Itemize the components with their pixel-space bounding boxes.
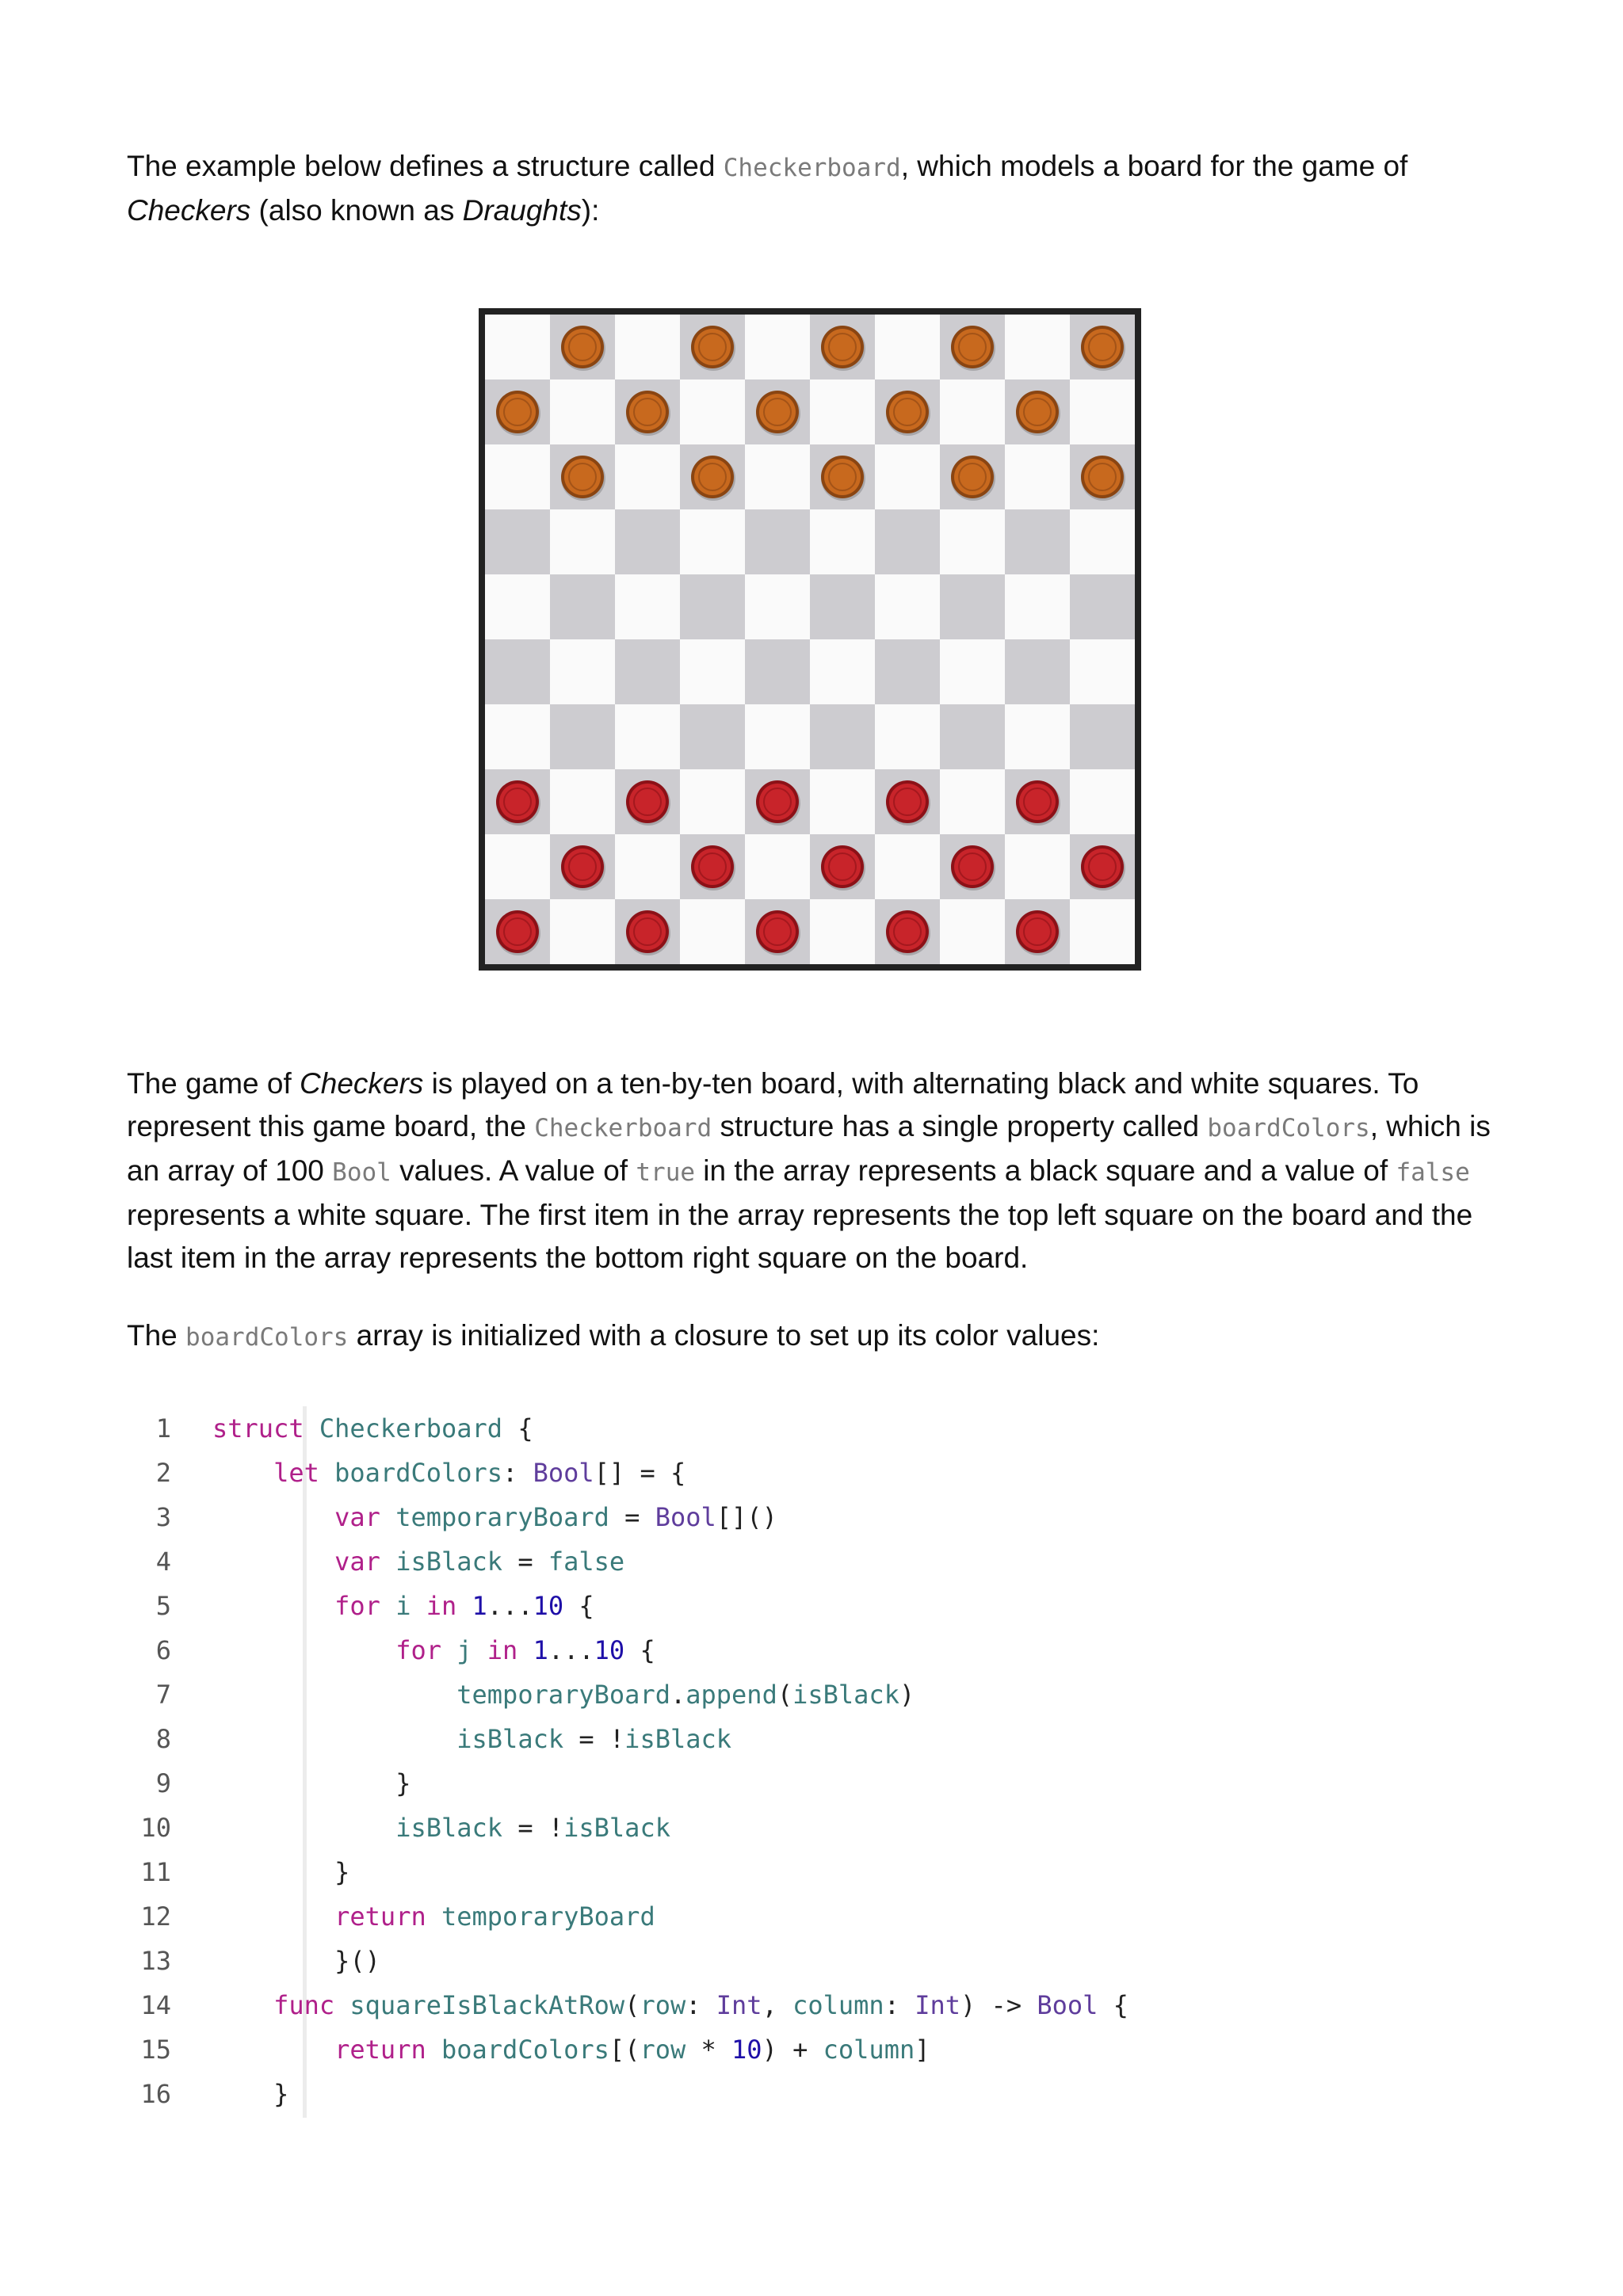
dark-square bbox=[485, 639, 550, 704]
light-square bbox=[1005, 574, 1070, 639]
light-square bbox=[745, 704, 810, 769]
intro-paragraph bbox=[127, 145, 1522, 232]
dark-square bbox=[875, 639, 940, 704]
light-square bbox=[940, 379, 1005, 444]
checkerboard-graphic bbox=[485, 315, 1135, 964]
intro-text: The example below defines a structure called bbox=[127, 150, 724, 182]
light-square bbox=[615, 704, 680, 769]
description-text: represents a white square. The first item in the array represents the top left square on the board and the last item in the array represents the bottom right square on the board. bbox=[127, 1199, 1473, 1274]
light-square bbox=[1070, 639, 1135, 704]
light-square bbox=[550, 509, 615, 574]
description-text: , which is an array of 100 bbox=[127, 1110, 1491, 1187]
line-number: 6 bbox=[155, 1635, 171, 1665]
line-number: 5 bbox=[155, 1591, 171, 1621]
light-square bbox=[680, 379, 745, 444]
description-text: in the array represents a black square and a value of bbox=[695, 1154, 1396, 1187]
light-square bbox=[615, 834, 680, 899]
dark-square bbox=[1005, 509, 1070, 574]
light-square bbox=[745, 574, 810, 639]
light-square bbox=[940, 769, 1005, 834]
dark-square bbox=[550, 704, 615, 769]
code-text: for i in 1...10 { bbox=[334, 1591, 594, 1621]
code-text: let boardColors: Bool[] = { bbox=[273, 1458, 686, 1488]
intro-text: , which models a board for the game of bbox=[900, 150, 1408, 182]
code-text: } bbox=[212, 1857, 350, 1887]
light-square bbox=[1070, 379, 1135, 444]
description-text: is played on a ten-by-ten board, with alternating black and white squares. To represent this game board, the bbox=[127, 1067, 1419, 1142]
light-square bbox=[875, 444, 940, 509]
light-square bbox=[680, 509, 745, 574]
description-text: structure has a single property called bbox=[712, 1110, 1208, 1142]
dark-square bbox=[615, 639, 680, 704]
light-square bbox=[1070, 899, 1135, 964]
dark-square bbox=[745, 509, 810, 574]
light-square bbox=[810, 769, 875, 834]
code-text: } bbox=[212, 2079, 289, 2109]
line-number: 4 bbox=[155, 1547, 171, 1577]
dark-square bbox=[550, 574, 615, 639]
dark-square bbox=[745, 639, 810, 704]
light-square bbox=[1070, 769, 1135, 834]
dark-square bbox=[940, 574, 1005, 639]
light-square bbox=[875, 704, 940, 769]
dark-square bbox=[680, 704, 745, 769]
line-number: 2 bbox=[155, 1458, 171, 1488]
light-square bbox=[875, 834, 940, 899]
initializer-text: The bbox=[127, 1319, 186, 1352]
line-number: 3 bbox=[155, 1502, 171, 1532]
dark-square bbox=[615, 509, 680, 574]
line-number: 13 bbox=[140, 1946, 171, 1976]
code-text: var temporaryBoard = Bool[]() bbox=[334, 1502, 777, 1532]
inline-code-true: true bbox=[636, 1158, 696, 1187]
dark-square bbox=[680, 574, 745, 639]
initializer-text: array is initialized with a closure to set up its color values: bbox=[348, 1319, 1100, 1352]
light-square bbox=[745, 834, 810, 899]
inline-code-bool: Bool bbox=[332, 1158, 391, 1187]
light-square bbox=[550, 899, 615, 964]
inline-code-false: false bbox=[1396, 1158, 1470, 1187]
light-square bbox=[485, 444, 550, 509]
line-number: 15 bbox=[140, 2035, 171, 2065]
light-square bbox=[1005, 834, 1070, 899]
light-square bbox=[810, 639, 875, 704]
light-square bbox=[550, 639, 615, 704]
intro-text: (also known as bbox=[250, 194, 463, 227]
code-text: return boardColors[(row * 10) + column] bbox=[334, 2035, 930, 2065]
code-text: struct Checkerboard { bbox=[212, 1413, 533, 1444]
line-number: 11 bbox=[140, 1857, 171, 1887]
code-text: return temporaryBoard bbox=[334, 1901, 655, 1932]
light-square bbox=[1005, 704, 1070, 769]
light-square bbox=[1005, 444, 1070, 509]
intro-text: ): bbox=[581, 194, 600, 227]
line-number: 7 bbox=[155, 1680, 171, 1710]
intro-emphasis-checkers: Checkers bbox=[127, 194, 251, 227]
code-text: isBlack = !isBlack bbox=[456, 1724, 732, 1754]
dark-square bbox=[810, 574, 875, 639]
intro-emphasis-draughts: Draughts bbox=[462, 194, 582, 227]
dark-square bbox=[940, 704, 1005, 769]
inline-code-checkerboard: Checkerboard bbox=[723, 154, 901, 182]
line-number: 10 bbox=[140, 1813, 171, 1843]
line-number: 1 bbox=[155, 1413, 171, 1444]
light-square bbox=[875, 315, 940, 379]
light-square bbox=[680, 769, 745, 834]
light-square bbox=[940, 899, 1005, 964]
light-square bbox=[485, 574, 550, 639]
code-text: for j in 1...10 { bbox=[395, 1635, 655, 1665]
light-square bbox=[550, 769, 615, 834]
code-text: }() bbox=[212, 1946, 380, 1976]
light-square bbox=[615, 574, 680, 639]
light-square bbox=[875, 574, 940, 639]
code-text: func squareIsBlackAtRow(row: Int, column: Int) -> Bool { bbox=[273, 1990, 1128, 2020]
light-square bbox=[940, 639, 1005, 704]
light-square bbox=[1070, 509, 1135, 574]
description-text: The game of bbox=[127, 1067, 300, 1100]
light-square bbox=[940, 509, 1005, 574]
inline-code-checkerboard: Checkerboard bbox=[534, 1114, 712, 1142]
line-number: 8 bbox=[155, 1724, 171, 1754]
light-square bbox=[615, 315, 680, 379]
light-square bbox=[485, 315, 550, 379]
dark-square bbox=[875, 509, 940, 574]
checkerboard-figure bbox=[479, 308, 1141, 971]
description-text: values. A value of bbox=[391, 1154, 636, 1187]
light-square bbox=[485, 834, 550, 899]
light-square bbox=[680, 639, 745, 704]
light-square bbox=[745, 315, 810, 379]
dark-square bbox=[485, 509, 550, 574]
light-square bbox=[810, 899, 875, 964]
dark-square bbox=[1070, 574, 1135, 639]
code-listing bbox=[127, 1406, 1522, 2119]
line-number: 16 bbox=[140, 2079, 171, 2109]
code-text: var isBlack = false bbox=[334, 1547, 625, 1577]
dark-square bbox=[1005, 639, 1070, 704]
description-paragraph bbox=[127, 1062, 1522, 1280]
line-number: 12 bbox=[140, 1901, 171, 1932]
light-square bbox=[550, 379, 615, 444]
inline-code-boardcolors: boardColors bbox=[1207, 1114, 1370, 1142]
light-square bbox=[615, 444, 680, 509]
code-text: isBlack = !isBlack bbox=[395, 1813, 670, 1843]
initializer-paragraph bbox=[127, 1314, 1522, 1359]
description-emphasis-checkers: Checkers bbox=[300, 1067, 424, 1100]
dark-square bbox=[810, 704, 875, 769]
light-square bbox=[810, 509, 875, 574]
light-square bbox=[485, 704, 550, 769]
line-number: 14 bbox=[140, 1990, 171, 2020]
line-number: 9 bbox=[155, 1768, 171, 1798]
code-text: temporaryBoard.append(isBlack) bbox=[456, 1680, 915, 1710]
light-square bbox=[745, 444, 810, 509]
dark-square bbox=[1070, 704, 1135, 769]
light-square bbox=[680, 899, 745, 964]
code-text: } bbox=[212, 1768, 411, 1798]
light-square bbox=[1005, 315, 1070, 379]
inline-code-boardcolors: boardColors bbox=[185, 1323, 349, 1352]
light-square bbox=[810, 379, 875, 444]
